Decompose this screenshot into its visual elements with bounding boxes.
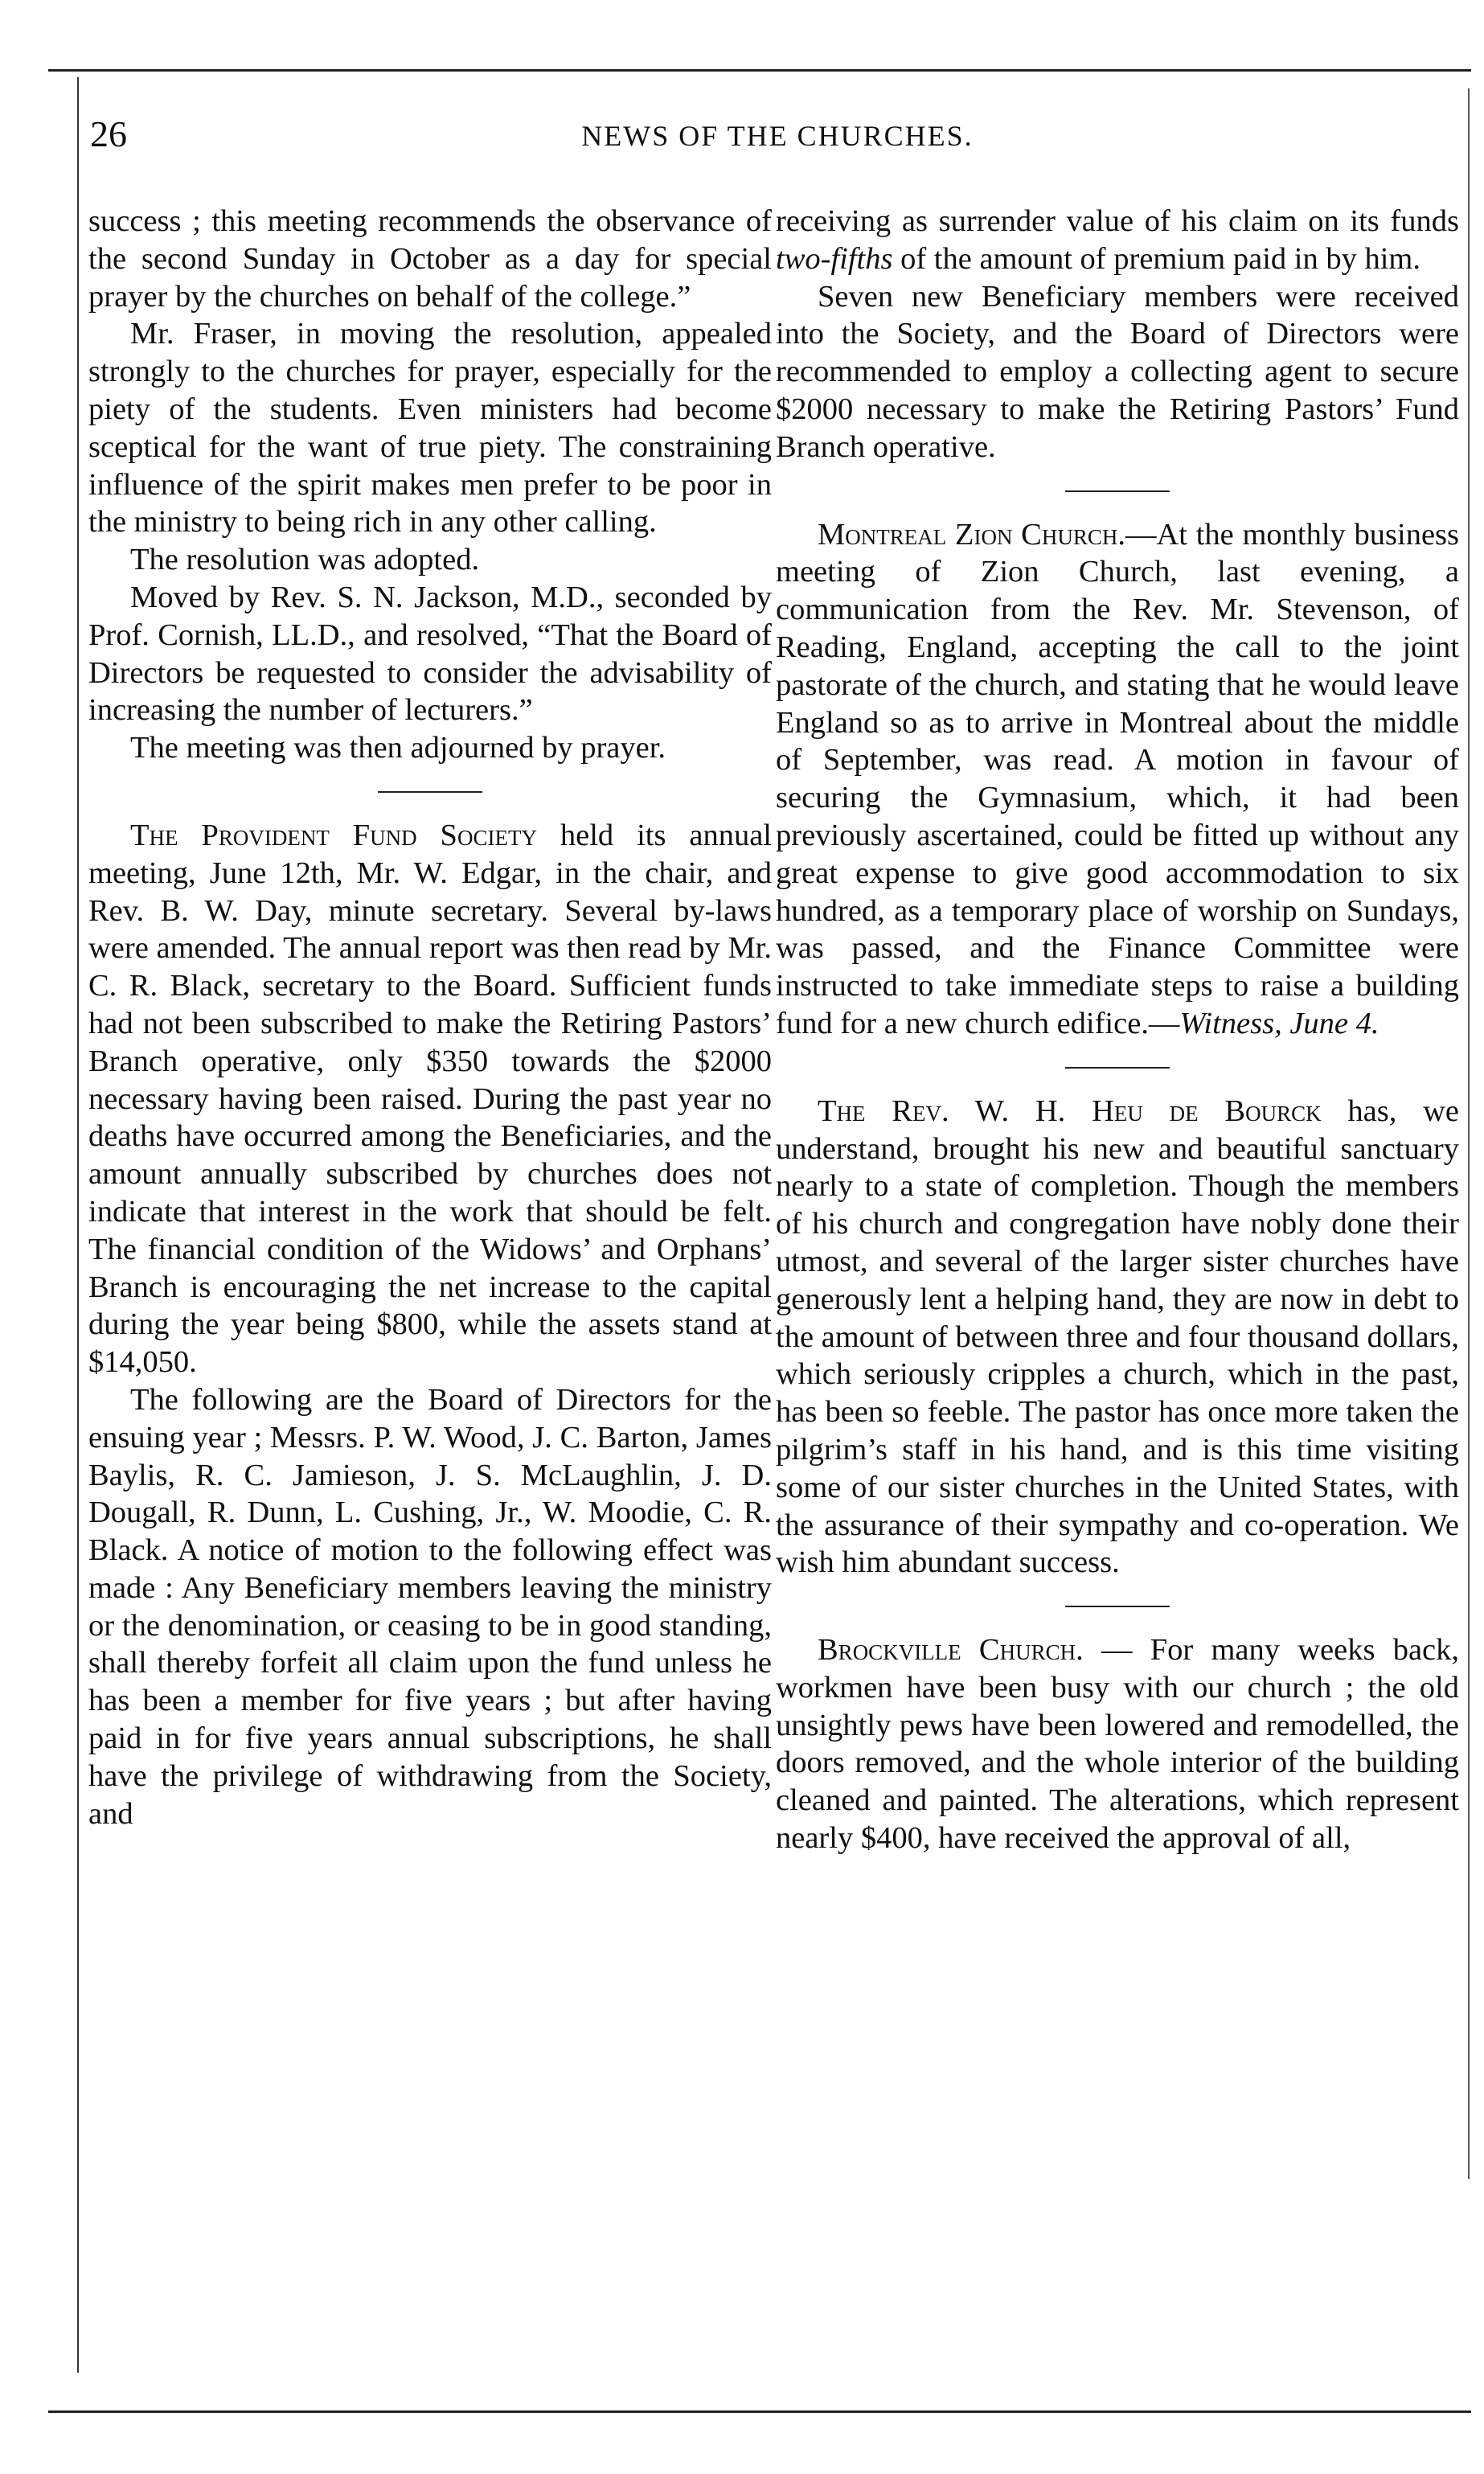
article-heading: The Provident Fund Society: [130, 818, 537, 852]
article-montreal-zion: [776, 516, 1459, 1043]
text-run: of the amount of premium paid in by him.: [900, 241, 1420, 276]
article-provident-fund: [88, 817, 772, 1381]
bottom-border-rule: [48, 2410, 1471, 2413]
article-body: —At the monthly business meeting of Zion Church, last evening, a communication from the Rev. Mr. Stevenson, of Reading, England, accepting the call to the joint pastorate of the church, and stating that he would leave England so as to arrive in Montreal about the middle of September, was read. A motion in favour of securing the Gymnasium, which, it had been previously ascertained, could be fitted up without any great expense to give good accommodation to six hundred, as a temporary place of worship on Sundays, was passed, and the Finance Committee were instructed to take immediate steps to raise a building fund for a new church edifice.—: [776, 517, 1459, 1040]
italic-text: two-fifths: [776, 241, 893, 276]
paragraph-college-prayer: success ; this meeting recommends the observance of the second Sunday in October as a day for special prayer by the churches on behalf of the college.”: [88, 204, 772, 314]
article-heu-de-bourck: [776, 1093, 1459, 1582]
section-divider: [776, 1043, 1459, 1093]
section-divider: [776, 1582, 1459, 1631]
page-header: [90, 113, 1465, 169]
paragraph-lecturers-motion: Moved by Rev. S. N. Jackson, M.D., seconded by Prof. Cornish, LL.D., and resolved, “That the Board of Directors be requested to consider the advisability of increasing the number of lecturers.”: [88, 580, 772, 728]
paragraph-adjourned: The meeting was then adjourned by prayer.: [130, 731, 666, 765]
paragraph-board-of-directors: The following are the Board of Directors for the ensuing year ; Messrs. P. W. Wood, J. C. Barton, James Baylis, R. C. Jamieson, J. S. McLaughlin, J. D. Dougall, R. Dunn, L. Cushing, Jr., W. Moodie, C. R. Black. A notice of motion to the following effect was made : Any Beneficiary members leaving the ministry or the denomination, or ceasing to be in good standing, shall thereby forfeit all claim upon the fund unless he has been a member for five years ; but after having paid in for five years annual subscriptions, he shall have the privilege of withdrawing from the Society, and: [88, 1382, 772, 1831]
top-border-rule: [48, 69, 1471, 72]
paragraph-fraser-resolution: Mr. Fraser, in moving the resolution, appealed strongly to the churches for prayer, especially for the piety of the students. Even ministers had become sceptical for the want of true piety. The constraining influence of the spirit makes men prefer to be poor in the ministry to being rich in any other calling.: [88, 317, 772, 540]
section-divider: [776, 466, 1459, 516]
text-run: receiving as surrender value of his claim on its funds: [776, 204, 1459, 238]
article-body: — For many weeks back, workmen have been busy with our church ; the old unsightly pews have been lowered and remodelled, the doors removed, and the whole interior of the building cleaned and painted. The alterations, which represent nearly $400, have received the approval of all,: [776, 1633, 1460, 1856]
right-column: [776, 203, 1459, 1857]
right-border-rule: [1468, 88, 1470, 2179]
paragraph-surrender-value: [776, 203, 1459, 278]
left-column: [88, 203, 772, 1832]
article-heading: The Rev. W. H. Heu de Bourck: [818, 1093, 1322, 1128]
article-brockville: [776, 1631, 1459, 1857]
article-source: Witness, June 4.: [1179, 1006, 1379, 1040]
paragraph-resolution-adopted: The resolution was adopted.: [130, 543, 480, 577]
article-body: has, we understand, brought his new and beautiful sanctuary nearly to a state of completion. Though the members of his church and congregation have nobly done their utmost, and several of the larger sister churches have generously lent a helping hand, they are now in debt to the amount of between three and four thousand dollars, which seriously cripples a church, which in the past, has been so feeble. The pastor has once more taken the pilgrim’s staff in his hand, and is this time visiting some of our sister churches in the United States, with the assurance of their sympathy and co-operation. We wish him abundant success.: [776, 1093, 1460, 1580]
article-body: held its annual meeting, June 12th, Mr. W. Edgar, in the chair, and Rev. B. W. Day, minute secretary. Several by-laws were amended. The annual report was then read by Mr. C. R. Black, secretary to the Board. Sufficient funds had not been subscribed to make the Retiring Pastors’ Branch operative, only $350 towards the $2000 necessary having been raised. During the past year no deaths have occurred among the Beneficiaries, and the amount annually subscribed by churches does not indicate that interest in the work that should be felt. The financial condition of the Widows’ and Orphans’ Branch is encouraging the net increase to the capital during the year being $800, while the assets stand at $14,050.: [88, 818, 772, 1380]
left-border-rule: [77, 77, 79, 2373]
section-divider: [88, 767, 772, 817]
article-heading: Montreal Zion Church.: [818, 517, 1125, 552]
running-title: NEWS OF THE CHURCHES.: [581, 120, 974, 152]
article-heading: Brockville Church.: [818, 1633, 1084, 1668]
page-number: 26: [90, 113, 127, 154]
paragraph-new-members: Seven new Beneficiary members were received into the Society, and the Board of Directors were recommended to employ a collecting agent to secure $2000 necessary to make the Retiring Pastors’ Fund Branch operative.: [776, 279, 1459, 464]
